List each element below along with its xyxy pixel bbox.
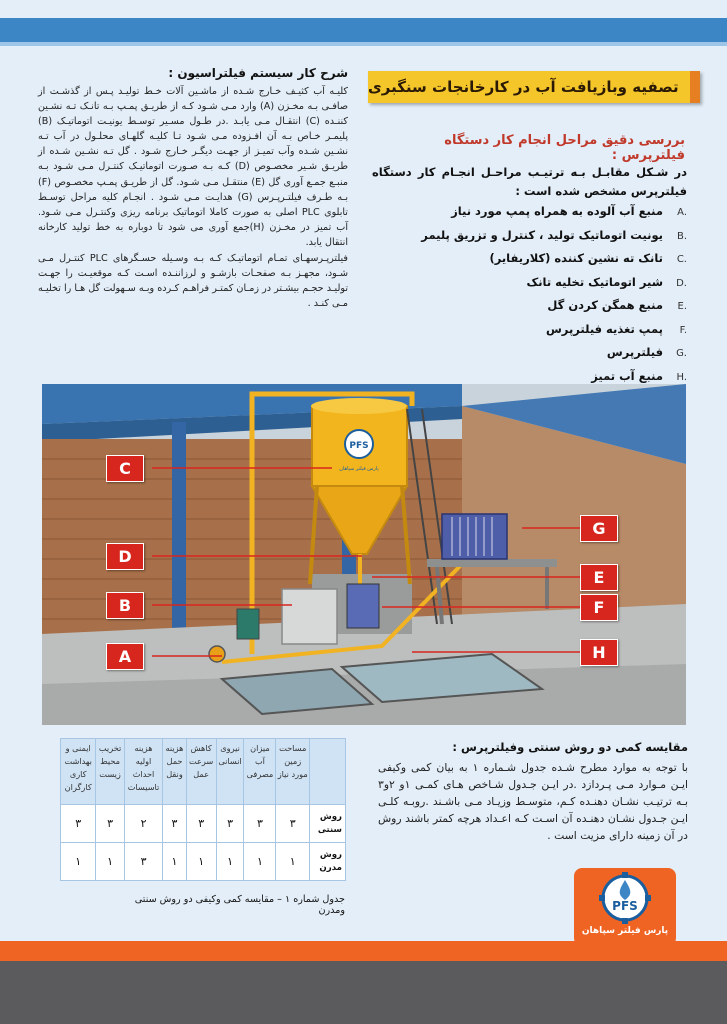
table-header: کاهش سرعت عمل [186, 739, 216, 805]
callout-e: E [580, 564, 618, 591]
list-item: B. یونیت اتوماتیک تولید ، کنترل و تزریق پلیمر [421, 227, 687, 242]
table-corner [310, 739, 346, 805]
system-illustration [42, 384, 686, 725]
callout-h: H [580, 639, 618, 666]
list-item: A. منبع آب آلوده به همراه پمپ مورد نیاز [451, 204, 687, 218]
table-cell: ۲ [124, 805, 163, 843]
steps-intro: در شـکل مقابـل بـه ترتیـب مراحـل انجـام کار دستگاه فیلترپرس مشخص شده است : [372, 165, 687, 198]
table-header: میزان آب مصرفی [244, 739, 276, 805]
company-logo [574, 868, 676, 946]
pump [209, 646, 225, 662]
steps-list [390, 204, 687, 392]
top-blue-bar [0, 18, 727, 42]
table-header: نیروی انسانی [216, 739, 244, 805]
mud-tank [347, 584, 379, 628]
callout-g: G [580, 515, 618, 542]
list-item: D. شیر اتوماتیک تخلیه تانک [526, 274, 687, 289]
comparison-title: مقایسه کمی دو روش سنتی وفیلترپرس : [452, 740, 688, 754]
table-cell: ۳ [61, 805, 96, 843]
list-item: C. تانک ته نشین کننده (کلاریفایر) [489, 251, 687, 265]
table-caption: جدول شماره ۱ – مقایسه کمی وکیفی دو روش سنتی ومدرن [134, 894, 345, 916]
filter-press-stand [427, 559, 557, 567]
table-row [61, 805, 346, 843]
comparison-text: با توجه به موارد مطرح شـده جدول شـماره ۱ به بیان کمی وکیفی ایـن مـوارد مـی پـردازد .در ایـن جـدول شـاخص هـای کمـی ۱و ۲و۳ بـه ترتیـب نشـان دهنـده کـم، متوسـط وزیـاد مـی باشـند .روبـه کلـی ایـن جـدول نشـان دهنـده آن اسـت کـه اعـداد هرچه کمتر باشند روش در آن زمینه دارای مزیت است . [378, 761, 688, 842]
table-header: هزینه حمل ونقل [163, 739, 186, 805]
callout-d: D [106, 543, 144, 570]
table-header: هزینه اولیه احداث تاسیسات [124, 739, 163, 805]
table-header: ایمنی و بهداشت کاری کارگران [61, 739, 96, 805]
list-item: E. منبع همگن کردن گل [547, 298, 687, 312]
table-header: تخریب محیط زیست [96, 739, 124, 805]
list-item: H. منبع آب تمیز [591, 368, 687, 383]
table-cell: ۱ [186, 843, 216, 881]
table-cell: ۳ [163, 805, 186, 843]
table-header: مساحت زمین مورد نیاز [276, 739, 310, 805]
description-paragraph: کلیـه آب کثیـف خـارج شـده از ماشـین آلات خـط تولیـد پـس از گذشـت از صافـی بـه مخـزن (A) وارد مـی شـود کـه از طریـق پمـپ بـه تانـک تـه نشـین کننـده (C) انتقـال مـی یابـد .در طـول مسـیر توسـط یونیـت اتوماتیـک (B) پلیمـر خـاص بـه آن افـزوده مـی شـود تـا کلیـه گلهـای محلـول در آب تـه نشـین شـده وآب تمیـز از جهـت دیگـر خـارج شـود . گل تـه نشـین شـده از طریـق شـیر مخصـوص (D) کـه بـه صـورت اتوماتیـک کنتـرل مـی شـود بـه منبـع جمـع آوری گل (E) منتقـل مـی شـود. گل از طریـق پمـپ مخصـوص (F) بـه طـرف فیلتـرپـرس (G) هدایـت مـی شـود . انجـام کلیه مراحل توسـط تابلوی PLC اصلی به صورت کاملا اتوماتیک برنامه ریزی وکنتـرل مـی شـود. آب تمیز در مخـزن (H)جمع آوری می شود تا دوباره به خط تولید کارخانه انتقال یابد. [38, 86, 349, 248]
footer-dark-band [0, 961, 727, 1024]
table-cell: ۳ [244, 805, 276, 843]
list-item: F. پمپ تغذیه فیلترپرس [545, 321, 687, 336]
description-paragraph: فیلترپـرسهـای تمـام اتوماتیـک کـه بـه وسـیله حسـگرهای PLC کنتـرل مـی شـود، مجهـز بـه صفحـات بازشـو و لرزاننـده اسـت کـه موقعیـت را جهـت تولیـد حجـم بیشـتر در زمـان کمتـر فراهـم کـرده وبـه سـهولت گل هـا را تخلیـه مـی کنـد . [38, 253, 348, 310]
table-cell: ۱ [163, 843, 186, 881]
page-title: تصفیه وبازیافت آب در کارخانجات سنگبری [368, 78, 679, 96]
table-cell: ۱ [276, 843, 310, 881]
table-cell: ۱ [244, 843, 276, 881]
callout-c: C [106, 455, 144, 482]
svg-text:PFS: PFS [612, 899, 638, 913]
top-light-stripe [0, 42, 727, 46]
table-cell: ۳ [216, 805, 244, 843]
list-item: G. فیلترپرس [606, 345, 687, 359]
section-subtitle: بررسی دقیق مراحل انجام کار دستگاه فیلترپرس : [444, 133, 685, 163]
table-cell: ۳ [96, 805, 124, 843]
table-cell: ۱ [216, 843, 244, 881]
table-cell: ۱ [96, 843, 124, 881]
table-header-row [61, 739, 346, 805]
tank-logo-text: PFS [349, 441, 369, 451]
polymer-unit [282, 589, 337, 644]
row-label: روش سنتی [310, 805, 346, 843]
table-row [61, 843, 346, 881]
callout-b: B [106, 592, 144, 619]
callout-f: F [580, 594, 618, 621]
row-label: روش مدرن [310, 843, 346, 881]
description-title: شرح کار سیستم فیلتراسیون : [168, 66, 348, 80]
description-body [38, 84, 348, 312]
logo-company-name: پارس فیلتر سپاهان [581, 926, 669, 936]
table-cell: ۳ [124, 843, 163, 881]
footer-orange-band [0, 941, 727, 961]
table-cell: ۱ [61, 843, 96, 881]
svg-text:پارس فیلتر سپاهان: پارس فیلتر سپاهان [339, 466, 379, 472]
comparison-table [60, 738, 346, 881]
callout-a: A [106, 643, 144, 670]
table-cell: ۳ [186, 805, 216, 843]
page-title-banner [368, 71, 700, 103]
table-cell: ۳ [276, 805, 310, 843]
